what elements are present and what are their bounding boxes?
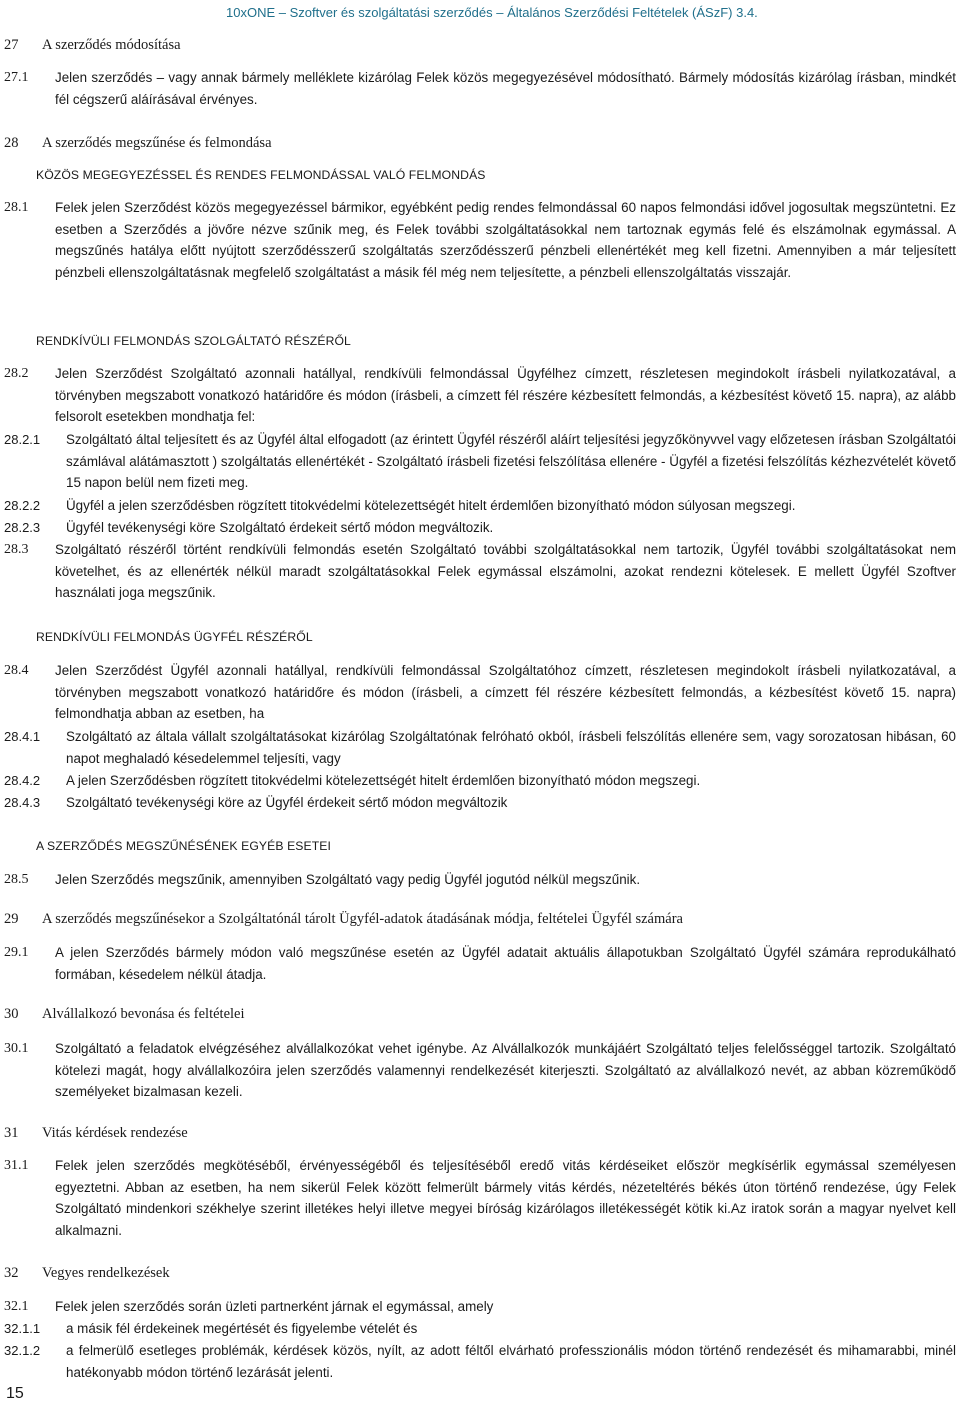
- paragraph-text: Szolgáltató részéről történt rendkívüli felmondás esetén Szolgáltató további szolgáltatásokkal nem tartozik, Ügyfél további szolgáltatásokat nem követelhet, és az ellenérték nélkül maradt szolgáltatásokkal Felek egymással elszámolni, azokat rendezni kötelesek. E mellett Ügyfél Szoftver használati joga megszűnik.: [55, 542, 956, 600]
- paragraph-text: Szolgáltató a feladatok elvégzéséhez alvállalkozókat vehet igénybe. Az Alvállalkozók munkájáért Szolgáltató teljes felelősséggel tartozik. Szolgáltató kötelezi magát, hogy alvállalkozóira jelen szerződés valamennyi rendelkezését kiterjeszti. Szolgáltató az alvállalkozó nevét, az abban közreműködő személyeket bizalmasan kezeli.: [55, 1041, 956, 1099]
- paragraph-text: Felek jelen szerződés megkötéséből, érvényességéből és teljesítéséből eredő vitás kérdéseiket először megkísérlik egymással személyesen egyeztetni. Abban az esetben, ha nem sikerül Felek között felmerült bármely vitás kérdés, nézeteltérés békés úton történő rendezése, úgy Felek Szolgáltató mindenkori székhelye szerint illetékes helyi illetve megyei bíróság kizárólagos illetékességét kötik ki.Az iratok során a magyar nyelvet kell alkalmazni.: [55, 1158, 956, 1238]
- section-title: A szerződés megszűnésekor a Szolgáltatónál tárolt Ügyfél-adatok átadásának módja, feltételei Ügyfél számára: [42, 911, 683, 927]
- paragraph-number: 28.4.3: [4, 795, 41, 810]
- paragraph-28-5: [4, 869, 956, 891]
- subheading-ugyfel: RENDKÍVÜLI FELMONDÁS ÜGYFÉL RÉSZÉRŐL: [36, 630, 313, 644]
- paragraph-28-3: [4, 539, 956, 604]
- page-number: 15: [6, 1385, 24, 1402]
- section-title: Vitás kérdések rendezése: [42, 1125, 188, 1141]
- section-number: 28: [4, 135, 19, 151]
- section-title: Vegyes rendelkezések: [42, 1265, 170, 1281]
- section-title: A szerződés módosítása: [42, 37, 181, 53]
- paragraph-number: 28.2.1: [4, 432, 41, 447]
- paragraph-text: A jelen Szerződésben rögzített titokvédelmi kötelezettségét hitelt érdemlően bizonyítható módon megszegi.: [66, 773, 701, 788]
- paragraph-text: Szolgáltató által teljesített és az Ügyfél által elfogadott (az érintett Ügyfél részéről aláírt teljesítési jegyzőkönyvvel vagy előzetesen írásban Szolgáltatói számlával alátámasztott ) szolgáltatás ellenértékét - Szolgáltató írásbeli fizetési felszólítása ellenére - Ügyfél a fizetési felszólítás kézhezvételét követő 15 napon belül nem fizeti meg.: [66, 432, 956, 490]
- paragraph-number: 28.5: [4, 872, 29, 887]
- paragraph-number: 28.4: [4, 663, 29, 678]
- paragraph-number: 28.2.3: [4, 520, 41, 535]
- section-heading-28: [4, 133, 272, 155]
- paragraph-number: 28.1: [4, 200, 29, 215]
- section-heading-31: [4, 1123, 188, 1145]
- paragraph-text: Jelen Szerződést Ügyfél azonnali hatállyal, rendkívüli felmondással Szolgáltatóhoz címzett, részletesen megindokolt írásbeli nyilatkozatával, a törvényben megszabott vonatkozó határidőre és módon (írásbeli, a címzett fél részére kézbesített felmondás, a kézbesítést követő 15. napra) felmondhatja abban az esetben, ha: [55, 663, 956, 721]
- paragraph-number: 31.1: [4, 1158, 29, 1173]
- document-header: 10xONE – Szoftver és szolgáltatási szerződés – Általános Szerződési Feltételek (ÁSzF) 3.4.: [226, 5, 758, 20]
- paragraph-28-4: [4, 660, 956, 725]
- paragraph-28-4-1: [4, 726, 956, 769]
- paragraph-number: 27.1: [4, 70, 29, 85]
- paragraph-30-1: [4, 1038, 956, 1103]
- paragraph-32-1: [4, 1296, 956, 1318]
- section-number: 32: [4, 1265, 19, 1281]
- paragraph-29-1: [4, 942, 956, 985]
- paragraph-28-2-1: [4, 429, 956, 494]
- section-heading-30: [4, 1004, 245, 1026]
- subheading-kozos: KÖZÖS MEGEGYEZÉSSEL ÉS RENDES FELMONDÁSSAL VALÓ FELMONDÁS: [36, 168, 486, 182]
- paragraph-28-2: [4, 363, 956, 428]
- subheading-egyeb: A SZERZŐDÉS MEGSZŰNÉSÉNEK EGYÉB ESETEI: [36, 839, 332, 853]
- section-number: 30: [4, 1006, 19, 1022]
- paragraph-number: 28.4.1: [4, 729, 41, 744]
- paragraph-text: a másik fél érdekeinek megértését és figyelembe vételét és: [66, 1321, 418, 1336]
- paragraph-number: 32.1.1: [4, 1321, 41, 1336]
- paragraph-text: a felmerülő esetleges problémák, kérdések közös, nyílt, az adott féltől elvárható professzionális módon történő rendezését és mihamarabbi, minél hatékonyabb módon történő lezárását jelenti.: [66, 1343, 956, 1380]
- section-number: 27: [4, 37, 19, 53]
- paragraph-text: A jelen Szerződés bármely módon való megszűnése esetén az Ügyfél adatait aktuális állapotukban Szolgáltató Ügyfél számára reprodukálható formában, késedelem nélkül átadja.: [55, 945, 956, 982]
- paragraph-32-1-2: [4, 1340, 956, 1383]
- section-number: 31: [4, 1125, 19, 1141]
- section-title: A szerződés megszűnése és felmondása: [42, 135, 272, 151]
- paragraph-number: 28.2: [4, 366, 29, 381]
- paragraph-number: 32.1.2: [4, 1343, 41, 1358]
- section-number: 29: [4, 911, 19, 927]
- paragraph-28-4-3: [4, 792, 956, 814]
- paragraph-number: 29.1: [4, 945, 29, 960]
- paragraph-text: Szolgáltató az általa vállalt szolgáltatásokat kizárólag Szolgáltatónak felróható okból, írásbeli felszólítás ellenére sem, vagy sorozatosan hibásan, 60 napot meghaladó késedelemmel teljesíti, vagy: [66, 729, 956, 766]
- paragraph-text: Ügyfél tevékenységi köre Szolgáltató érdekeit sértő módon megváltozik.: [66, 520, 494, 535]
- paragraph-28-2-3: [4, 517, 956, 539]
- paragraph-28-1: [4, 197, 956, 283]
- section-heading-27: [4, 35, 181, 57]
- paragraph-number: 32.1: [4, 1299, 29, 1314]
- paragraph-text: Jelen Szerződést Szolgáltató azonnali hatállyal, rendkívüli felmondással Ügyfélhez címzett, részletesen megindokolt írásbeli nyilatkozatával, a törvényben megszabott vonatkozó határidőre és módon (írásbeli, a címzett fél részére kézbesített felmondás, a kézbesítést követő 15. napra), az alább felsorolt esetekben mondhatja fel:: [55, 366, 956, 424]
- paragraph-number: 30.1: [4, 1041, 29, 1056]
- section-heading-29: [4, 909, 683, 931]
- paragraph-text: Jelen Szerződés megszűnik, amennyiben Szolgáltató vagy pedig Ügyfél jogutód nélkül megszűnik.: [55, 872, 641, 887]
- paragraph-number: 28.3: [4, 542, 29, 557]
- paragraph-32-1-1: [4, 1318, 956, 1340]
- paragraph-number: 28.4.2: [4, 773, 41, 788]
- section-heading-32: [4, 1263, 170, 1285]
- paragraph-27-1: [4, 67, 956, 110]
- paragraph-number: 28.2.2: [4, 498, 41, 513]
- paragraph-31-1: [4, 1155, 956, 1241]
- section-title: Alvállalkozó bevonása és feltételei: [42, 1006, 245, 1022]
- paragraph-text: Jelen szerződés – vagy annak bármely melléklete kizárólag Felek közös megegyezésével módosítható. Bármely módosítás kizárólag írásban, mindkét fél cégszerű aláírásával érvényes.: [55, 70, 956, 107]
- paragraph-text: Felek jelen Szerződést közös megegyezéssel bármikor, egyébként pedig rendes felmondással 60 napos felmondási idővel jogosultak megszüntetni. Ez esetben a Szerződés a jövőre nézve szűnik meg, és Felek további szolgáltatásokkal nem tartoznak egymás felé és elszámolnak egymással. A megszűnés hatálya előtt nyújtott szerződésszerű szolgáltatás szerződésszerű pénzbeli ellenértékét meg kell fizetni. Amennyiben a már teljesített pénzbeli ellenszolgáltatásnak megfelelő szolgáltatást a másik fél még nem teljesítette, a pénzbeli ellenszolgáltatás visszajár.: [55, 200, 956, 280]
- paragraph-text: Ügyfél a jelen szerződésben rögzített titokvédelmi kötelezettségét hitelt érdemlően bizonyítható módon súlyosan megszegi.: [66, 498, 796, 513]
- subheading-szolgaltato: RENDKÍVÜLI FELMONDÁS SZOLGÁLTATÓ RÉSZÉRŐL: [36, 334, 351, 348]
- paragraph-text: Szolgáltató tevékenységi köre az Ügyfél érdekeit sértő módon megváltozik: [66, 795, 508, 810]
- paragraph-text: Felek jelen szerződés során üzleti partnerként járnak el egymással, amely: [55, 1299, 494, 1314]
- paragraph-28-2-2: [4, 495, 956, 517]
- paragraph-28-4-2: [4, 770, 956, 792]
